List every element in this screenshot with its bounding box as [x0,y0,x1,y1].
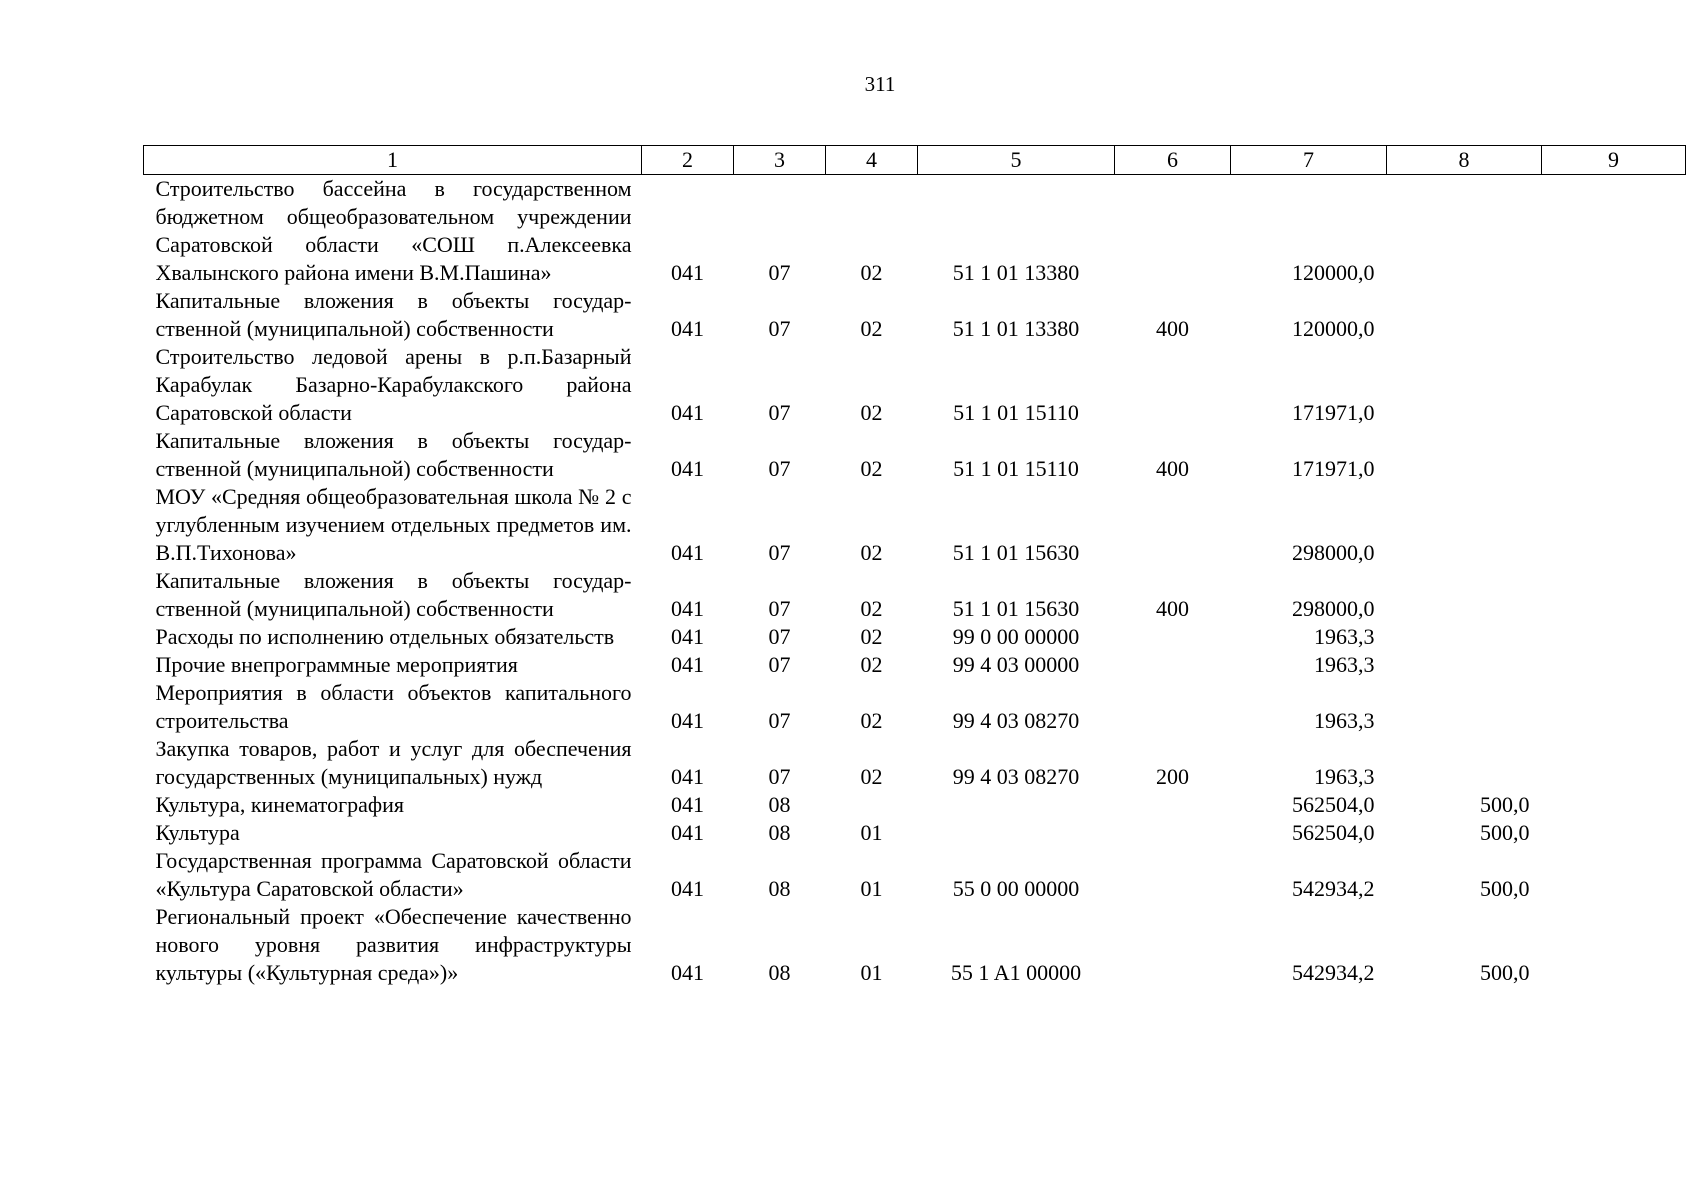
section-code-cell: 07 [768,456,791,481]
ministry-code-cell: 041 [671,708,704,733]
target-article-cell: 99 4 03 08270 [952,764,1080,789]
amount-secondary-cell [1387,287,1542,343]
amount-cell: 171971,0 [1292,456,1375,481]
table-body [144,175,1686,988]
amount-cell: 171971,0 [1292,400,1375,425]
amount-cell: 298000,0 [1292,596,1375,621]
ministry-code-cell: 041 [671,652,704,677]
target-article-cell: 51 1 01 13380 [952,316,1080,341]
amount-tertiary-cell [1542,903,1686,987]
header-cell: 8 [1387,146,1542,175]
amount-secondary-cell [1387,175,1542,288]
amount-cell: 120000,0 [1292,316,1375,341]
subsection-code-cell: 02 [860,624,883,649]
target-article-cell [918,819,1115,847]
item-name-cell: Расходы по исполнению отдельных обязательств [155,624,615,649]
header-cell: 5 [918,146,1115,175]
amount-secondary-cell: 500,0 [1480,792,1530,817]
expense-type-cell [1115,819,1231,847]
expense-type-cell [1115,343,1231,427]
header-cell: 7 [1231,146,1387,175]
amount-cell: 562504,0 [1292,820,1375,845]
ministry-code-cell: 041 [671,624,704,649]
target-article-cell: 55 0 00 00000 [952,876,1080,901]
target-article-cell: 51 1 01 15110 [953,400,1079,425]
target-article-cell: 51 1 01 15630 [952,540,1080,565]
ministry-code-cell: 041 [671,456,704,481]
expense-type-cell [1115,483,1231,567]
ministry-code-cell: 041 [671,596,704,621]
table-row [144,343,1686,427]
section-code-cell: 07 [768,400,791,425]
section-code-cell: 08 [768,876,791,901]
item-name-cell: Культура [155,820,240,845]
amount-secondary-cell [1387,343,1542,427]
amount-tertiary-cell [1542,735,1686,791]
item-name-cell: Мероприятия в области объектов капитального строительства [155,680,632,733]
section-code-cell: 07 [768,596,791,621]
target-article-cell: 51 1 01 15110 [953,456,1079,481]
target-article-cell: 51 1 01 15630 [952,596,1080,621]
target-article-cell [918,791,1115,819]
item-name-cell: Капитальные вложения в объекты государственной (муниципальной) собственности [155,568,632,621]
amount-tertiary-cell [1542,427,1686,483]
subsection-code-cell: 02 [860,260,883,285]
amount-cell: 1963,3 [1314,652,1375,677]
header-cell: 3 [734,146,826,175]
ministry-code-cell: 041 [671,960,704,985]
expense-type-cell: 400 [1156,316,1189,341]
table-row [144,791,1686,819]
item-name-cell: Прочие внепрограммные мероприятия [155,652,518,677]
ministry-code-cell: 041 [671,260,704,285]
expense-type-cell: 200 [1156,764,1189,789]
table-row [144,651,1686,679]
amount-tertiary-cell [1542,287,1686,343]
target-article-cell: 55 1 A1 00000 [950,960,1082,985]
item-name-cell: Культура, кинематография [155,792,405,817]
table-row [144,903,1686,987]
item-name-cell: Региональный проект «Обеспечение качественно нового уровня развития инфраструктуры культуры («Культурная среда»)» [155,904,632,985]
item-name-cell: Строительство ледовой арены в р.п.Базарный Карабулак Базарно-Карабулакского района Саратовской области [155,344,632,425]
expense-type-cell [1115,903,1231,987]
subsection-code-cell: 02 [860,316,883,341]
ministry-code-cell: 041 [671,792,704,817]
amount-tertiary-cell [1542,847,1686,903]
ministry-code-cell: 041 [671,764,704,789]
section-code-cell: 07 [768,540,791,565]
ministry-code-cell: 041 [671,876,704,901]
section-code-cell: 07 [768,764,791,789]
subsection-code-cell: 02 [860,540,883,565]
amount-secondary-cell [1387,427,1542,483]
header-cell: 6 [1115,146,1231,175]
table-row [144,567,1686,623]
amount-cell: 1963,3 [1314,624,1375,649]
amount-cell: 562504,0 [1292,792,1375,817]
table-row [144,847,1686,903]
expense-type-cell [1115,847,1231,903]
header-cell: 2 [642,146,734,175]
expense-type-cell [1115,651,1231,679]
amount-secondary-cell [1387,679,1542,735]
item-name-cell: Капитальные вложения в объекты государственной (муниципальной) собственности [155,288,632,341]
amount-tertiary-cell [1542,679,1686,735]
amount-cell: 1963,3 [1314,764,1375,789]
section-code-cell: 07 [768,260,791,285]
amount-tertiary-cell [1542,567,1686,623]
amount-cell: 120000,0 [1292,260,1375,285]
page-number: 311 [864,72,896,96]
header-cell: 1 [144,146,642,175]
item-name-cell: Закупка товаров, работ и услуг для обеспечения государственных (муниципальных) нужд [155,736,632,789]
section-code-cell: 07 [768,708,791,733]
table-row [144,735,1686,791]
amount-tertiary-cell [1542,651,1686,679]
table-row [144,427,1686,483]
amount-secondary-cell [1387,623,1542,651]
amount-secondary-cell: 500,0 [1480,960,1530,985]
section-code-cell: 07 [768,652,791,677]
item-name-cell: Капитальные вложения в объекты государственной (муниципальной) собственности [155,428,632,481]
expense-type-cell [1115,791,1231,819]
amount-tertiary-cell [1542,819,1686,847]
ministry-code-cell: 041 [671,316,704,341]
amount-tertiary-cell [1542,343,1686,427]
amount-cell: 1963,3 [1314,708,1375,733]
section-code-cell: 08 [768,792,791,817]
table-row [144,483,1686,567]
subsection-code-cell: 01 [860,820,883,845]
header-row [144,146,1686,175]
amount-tertiary-cell [1542,791,1686,819]
amount-secondary-cell: 500,0 [1480,876,1530,901]
ministry-code-cell: 041 [671,540,704,565]
section-code-cell: 08 [768,960,791,985]
subsection-code-cell: 02 [860,652,883,677]
expense-type-cell [1115,623,1231,651]
section-code-cell: 07 [768,316,791,341]
amount-tertiary-cell [1542,175,1686,288]
table-row [144,623,1686,651]
item-name-cell: МОУ «Средняя общеобразовательная школа № 2 с углубленным изучением отдельных предметов им. В.П.Тихонова» [155,484,632,565]
target-article-cell: 51 1 01 13380 [952,260,1080,285]
target-article-cell: 99 0 00 00000 [952,624,1080,649]
budget-table [143,145,1686,987]
amount-cell: 542934,2 [1292,876,1375,901]
amount-tertiary-cell [1542,623,1686,651]
subsection-code-cell: 01 [860,960,883,985]
table-row [144,175,1686,288]
table-header [144,146,1686,175]
table-row [144,287,1686,343]
target-article-cell: 99 4 03 08270 [952,708,1080,733]
subsection-code-cell: 01 [860,876,883,901]
expense-type-cell [1115,175,1231,288]
amount-tertiary-cell [1542,483,1686,567]
subsection-code-cell: 02 [860,400,883,425]
target-article-cell: 99 4 03 00000 [952,652,1080,677]
amount-secondary-cell [1387,567,1542,623]
header-cell: 4 [826,146,918,175]
expense-type-cell: 400 [1156,596,1189,621]
amount-secondary-cell [1387,651,1542,679]
ministry-code-cell: 041 [671,820,704,845]
expense-type-cell: 400 [1156,456,1189,481]
subsection-code-cell: 02 [860,596,883,621]
amount-cell: 542934,2 [1292,960,1375,985]
header-cell: 9 [1542,146,1686,175]
section-code-cell: 08 [768,820,791,845]
item-name-cell: Государственная программа Саратовской области «Культура Саратовской области» [155,848,632,901]
subsection-code-cell [826,791,918,819]
expense-type-cell [1115,679,1231,735]
table-row [144,679,1686,735]
subsection-code-cell: 02 [860,708,883,733]
amount-secondary-cell [1387,483,1542,567]
amount-secondary-cell: 500,0 [1480,820,1530,845]
amount-secondary-cell [1387,735,1542,791]
ministry-code-cell: 041 [671,400,704,425]
section-code-cell: 07 [768,624,791,649]
item-name-cell: Строительство бассейна в государственном бюджетном общеобразовательном учреждении Саратовской области «СОШ п.Алексеевка Хвалынского района имени В.М.Пашина» [155,176,632,285]
amount-cell: 298000,0 [1292,540,1375,565]
subsection-code-cell: 02 [860,456,883,481]
table-row [144,819,1686,847]
subsection-code-cell: 02 [860,764,883,789]
